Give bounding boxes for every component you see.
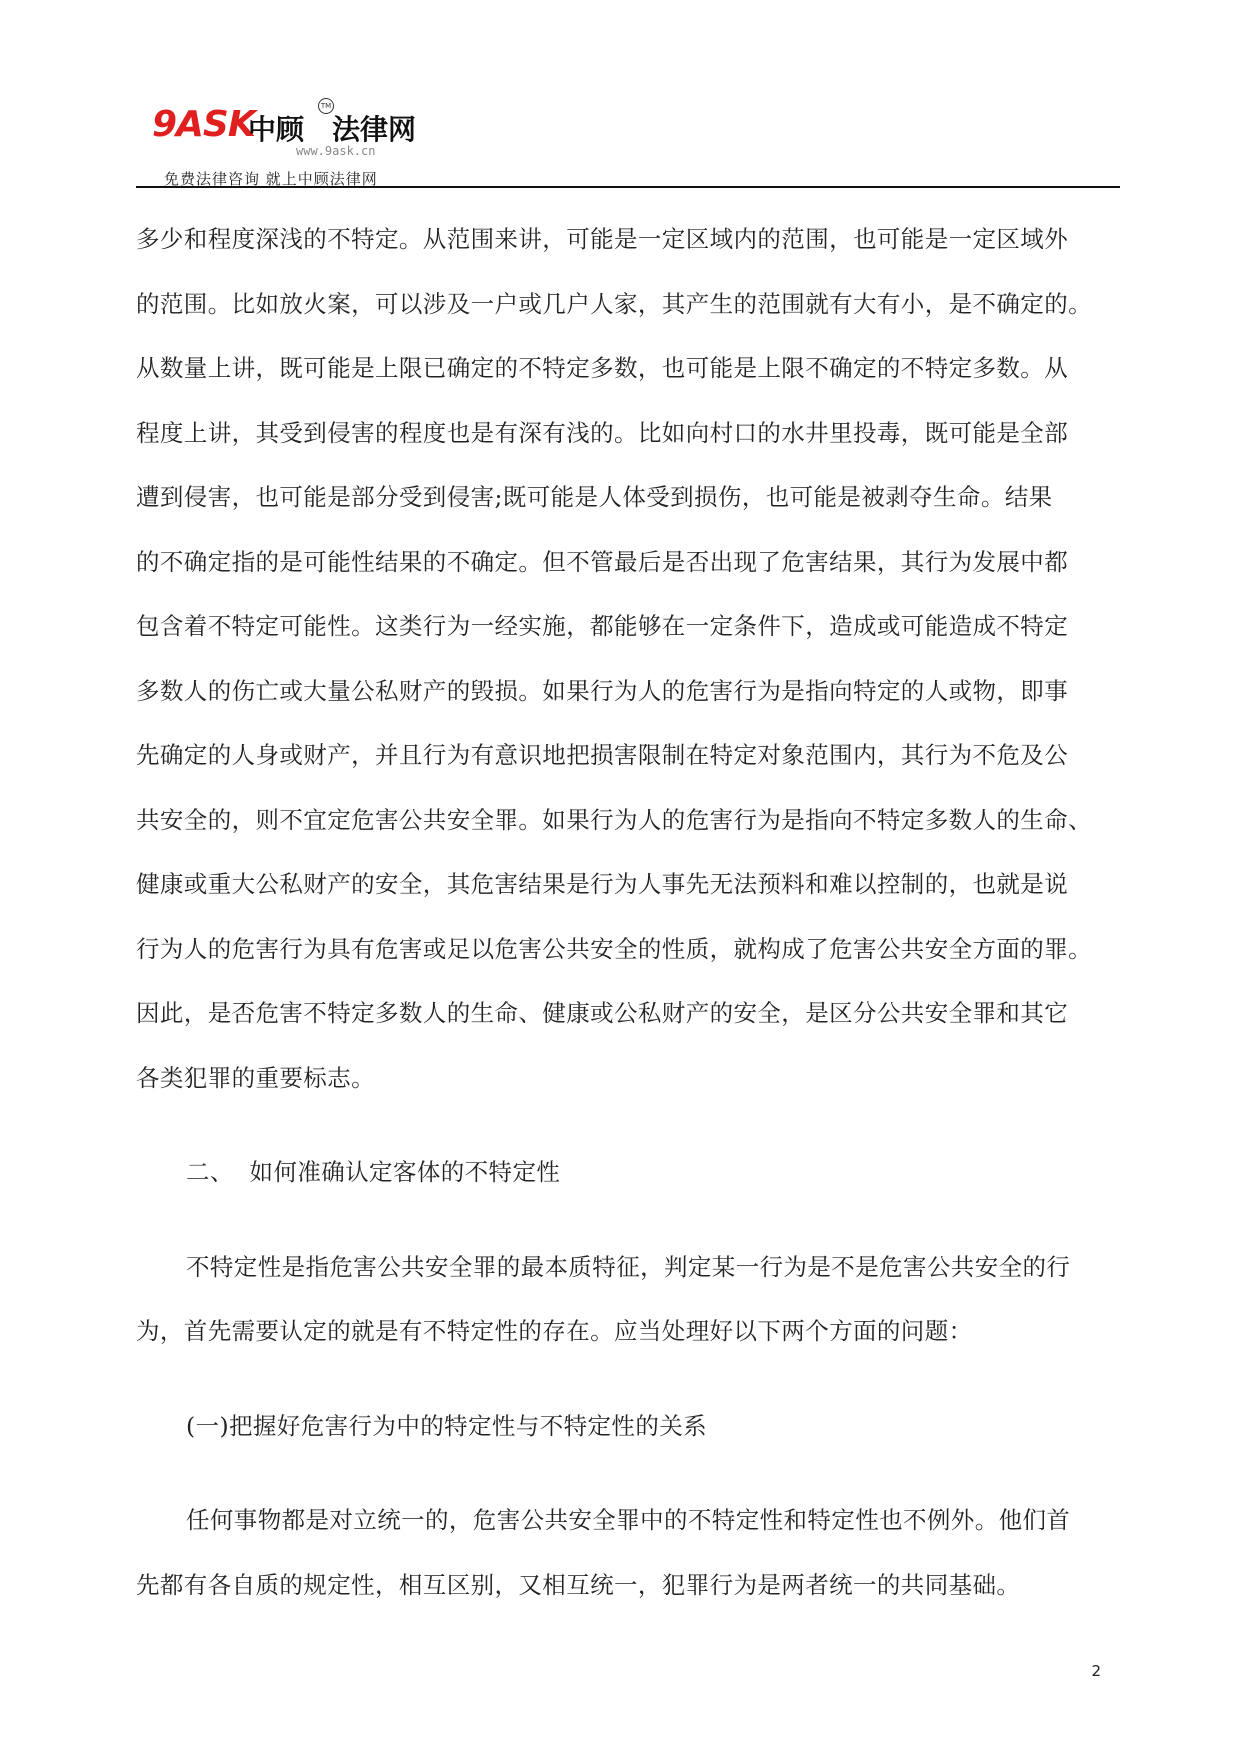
subheading: (一)把握好危害行为中的特定性与不特定性的关系: [186, 1411, 708, 1440]
logo-slogan: 免费法律咨询 就上中顾法律网: [164, 170, 378, 188]
logo-mark: 9ASK: [152, 104, 255, 145]
body-line: 为，首先需要认定的就是有不特定性的存在。应当处理好以下两个方面的问题：: [136, 1317, 973, 1345]
body-line: 任何事物都是对立统一的，危害公共安全罪中的不特定性和特定性也不例外。他们首: [186, 1506, 1071, 1534]
body-line: 健康或重大公私财产的安全，其危害结果是行为人事先无法预料和难以控制的，也就是说: [136, 870, 1069, 898]
site-logo: [152, 98, 482, 188]
body-line: 多数人的伤亡或大量公私财产的毁损。如果行为人的危害行为是指向特定的人或物，即事: [136, 676, 1069, 705]
trademark-icon: TM: [318, 98, 334, 114]
page-header: [136, 86, 1116, 188]
page-number: 2: [1091, 1662, 1101, 1680]
section-heading: 二、 如何准确认定客体的不特定性: [186, 1158, 561, 1186]
body-line: 先确定的人身或财产，并且行为有意识地把损害限制在特定对象范围内，其行为不危及公: [136, 741, 1069, 769]
body-line: 遭到侵害，也可能是部分受到侵害;既可能是人体受到损伤，也可能是被剥夺生命。结果: [136, 483, 1053, 511]
document-body: [136, 224, 1106, 1634]
body-line: 多少和程度深浅的不特定。从范围来讲，可能是一定区域内的范围，也可能是一定区域外: [136, 225, 1069, 253]
body-line: 各类犯罪的重要标志。: [136, 1063, 375, 1092]
body-line: 不特定性是指危害公共安全罪的最本质特征，判定某一行为是不是危害公共安全的行: [186, 1252, 1071, 1281]
body-line: 包含着不特定可能性。这类行为一经实施，都能够在一定条件下，造成或可能造成不特定: [136, 612, 1069, 640]
body-line: 从数量上讲，既可能是上限已确定的不特定多数，也可能是上限不确定的不特定多数。从: [136, 354, 1069, 382]
body-line: 行为人的危害行为具有危害或足以危害公共安全的性质，就构成了危害公共安全方面的罪。: [136, 934, 1092, 963]
body-line: 的不确定指的是可能性结果的不确定。但不管最后是否出现了危害结果，其行为发展中都: [136, 547, 1069, 576]
logo-name-1: 中顾: [248, 113, 305, 146]
body-line: 共安全的，则不宜定危害公共安全罪。如果行为人的危害行为是指向不特定多数人的生命、: [136, 805, 1092, 834]
body-line: 的范围。比如放火案，可以涉及一户或几户人家，其产生的范围就有大有小，是不确定的。: [136, 289, 1092, 318]
logo-url: www.9ask.cn: [296, 144, 376, 158]
header-divider: [136, 186, 1120, 188]
body-line: 因此，是否危害不特定多数人的生命、健康或公私财产的安全，是区分公共安全罪和其它: [136, 999, 1069, 1027]
body-line: 先都有各自质的规定性，相互区别，又相互统一，犯罪行为是两者统一的共同基础。: [136, 1570, 1021, 1599]
body-line: 程度上讲，其受到侵害的程度也是有深有浅的。比如向村口的水井里投毒，既可能是全部: [136, 418, 1069, 447]
logo-name-2: 法律网: [332, 113, 417, 146]
